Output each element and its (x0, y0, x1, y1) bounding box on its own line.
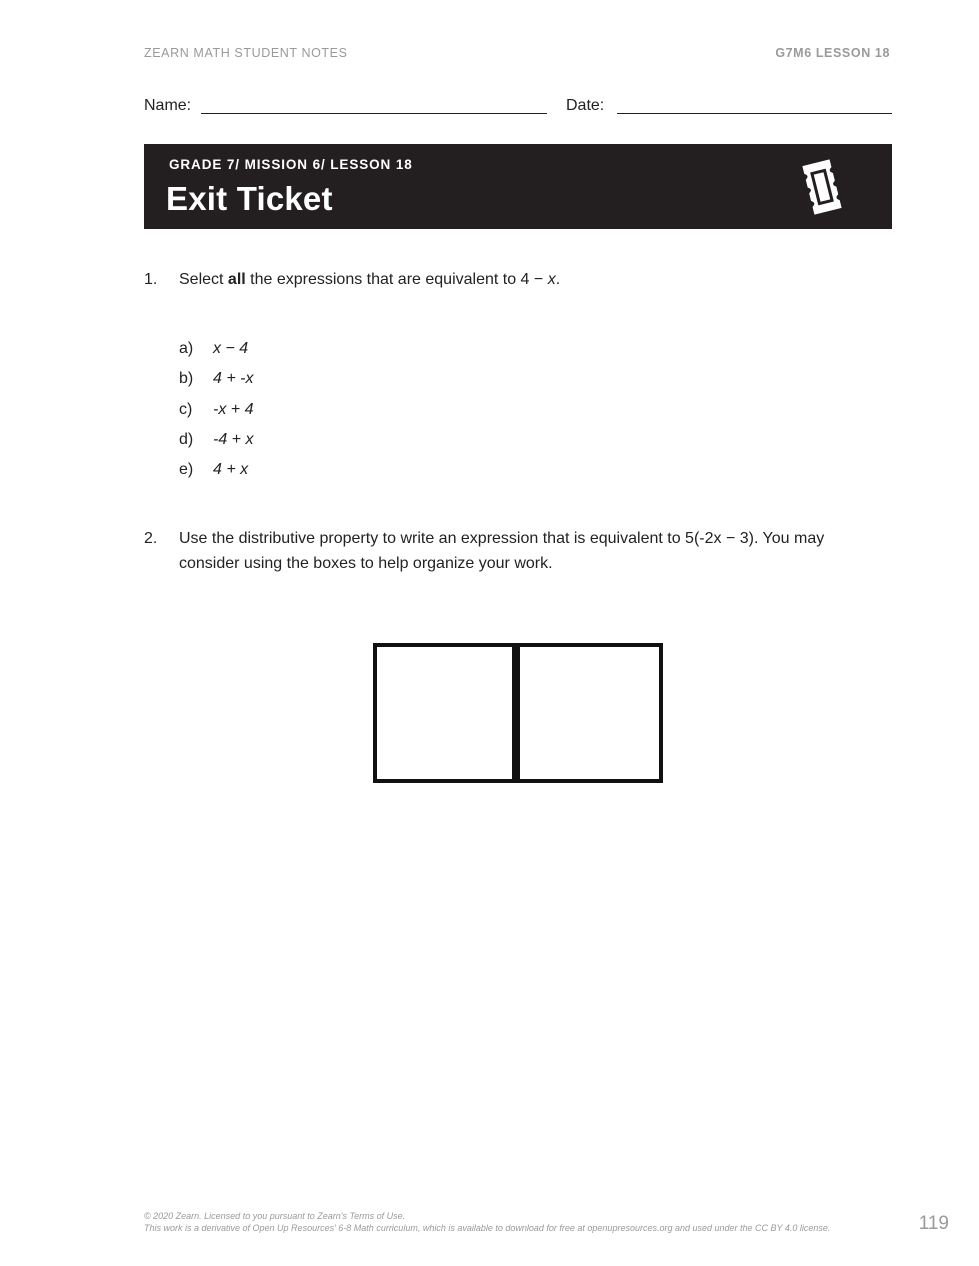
work-box-right[interactable] (516, 643, 663, 783)
option-c-letter: c) (179, 401, 193, 418)
banner-subtitle: GRADE 7/ MISSION 6/ LESSON 18 (169, 157, 413, 172)
footer-copyright: © 2020 Zearn. Licensed to you pursuant to Zearn's Terms of Use. (144, 1211, 406, 1221)
question-1-text-bold: all (227, 271, 246, 288)
option-a-letter: a) (179, 340, 194, 357)
question-1-text-before: Select (179, 271, 228, 288)
question-2-line-1: Use the distributive property to write an expression that is equivalent to 5(-2x − 3). You may (179, 530, 825, 547)
footer-note (144, 1210, 830, 1234)
header-notes-label: ZEARN MATH STUDENT NOTES (144, 46, 348, 60)
question-1-text-var: x (547, 271, 556, 288)
exit-ticket-banner (144, 144, 892, 229)
banner-title: Exit Ticket (166, 180, 333, 217)
page-number: 119 (918, 1213, 949, 1234)
footer-license: This work is a derivative of Open Up Resources' 6-8 Math curriculum, which is available to download for free at openupresources.org and used under the CC BY 4.0 license. (144, 1223, 831, 1233)
question-2-text (179, 526, 879, 576)
option-b-letter: b) (179, 370, 194, 387)
ticket-icon (800, 158, 844, 221)
option-b-expression[interactable]: 4 + -x (213, 370, 254, 387)
question-1-text (179, 267, 560, 292)
header-lesson-label: G7M6 LESSON 18 (775, 46, 890, 60)
option-a-expression[interactable]: x − 4 (213, 340, 249, 357)
name-line[interactable] (201, 113, 547, 114)
date-label: Date: (566, 97, 605, 114)
date-line[interactable] (617, 113, 892, 114)
option-e-expression[interactable]: 4 + x (213, 461, 249, 478)
name-label: Name: (144, 97, 192, 114)
question-1-text-end: . (555, 271, 561, 288)
question-1-number: 1. (144, 271, 158, 288)
option-e-letter: e) (179, 461, 194, 478)
option-d-letter: d) (179, 431, 194, 448)
question-2-number: 2. (144, 530, 158, 547)
work-box-left[interactable] (373, 643, 516, 783)
question-1-text-after: the expressions that are equivalent to 4 − (245, 271, 548, 288)
work-boxes (373, 643, 663, 787)
option-c-expression[interactable]: -x + 4 (213, 401, 254, 418)
question-2-line-2: consider using the boxes to help organize your work. (179, 555, 553, 572)
option-d-expression[interactable]: -4 + x (213, 431, 254, 448)
